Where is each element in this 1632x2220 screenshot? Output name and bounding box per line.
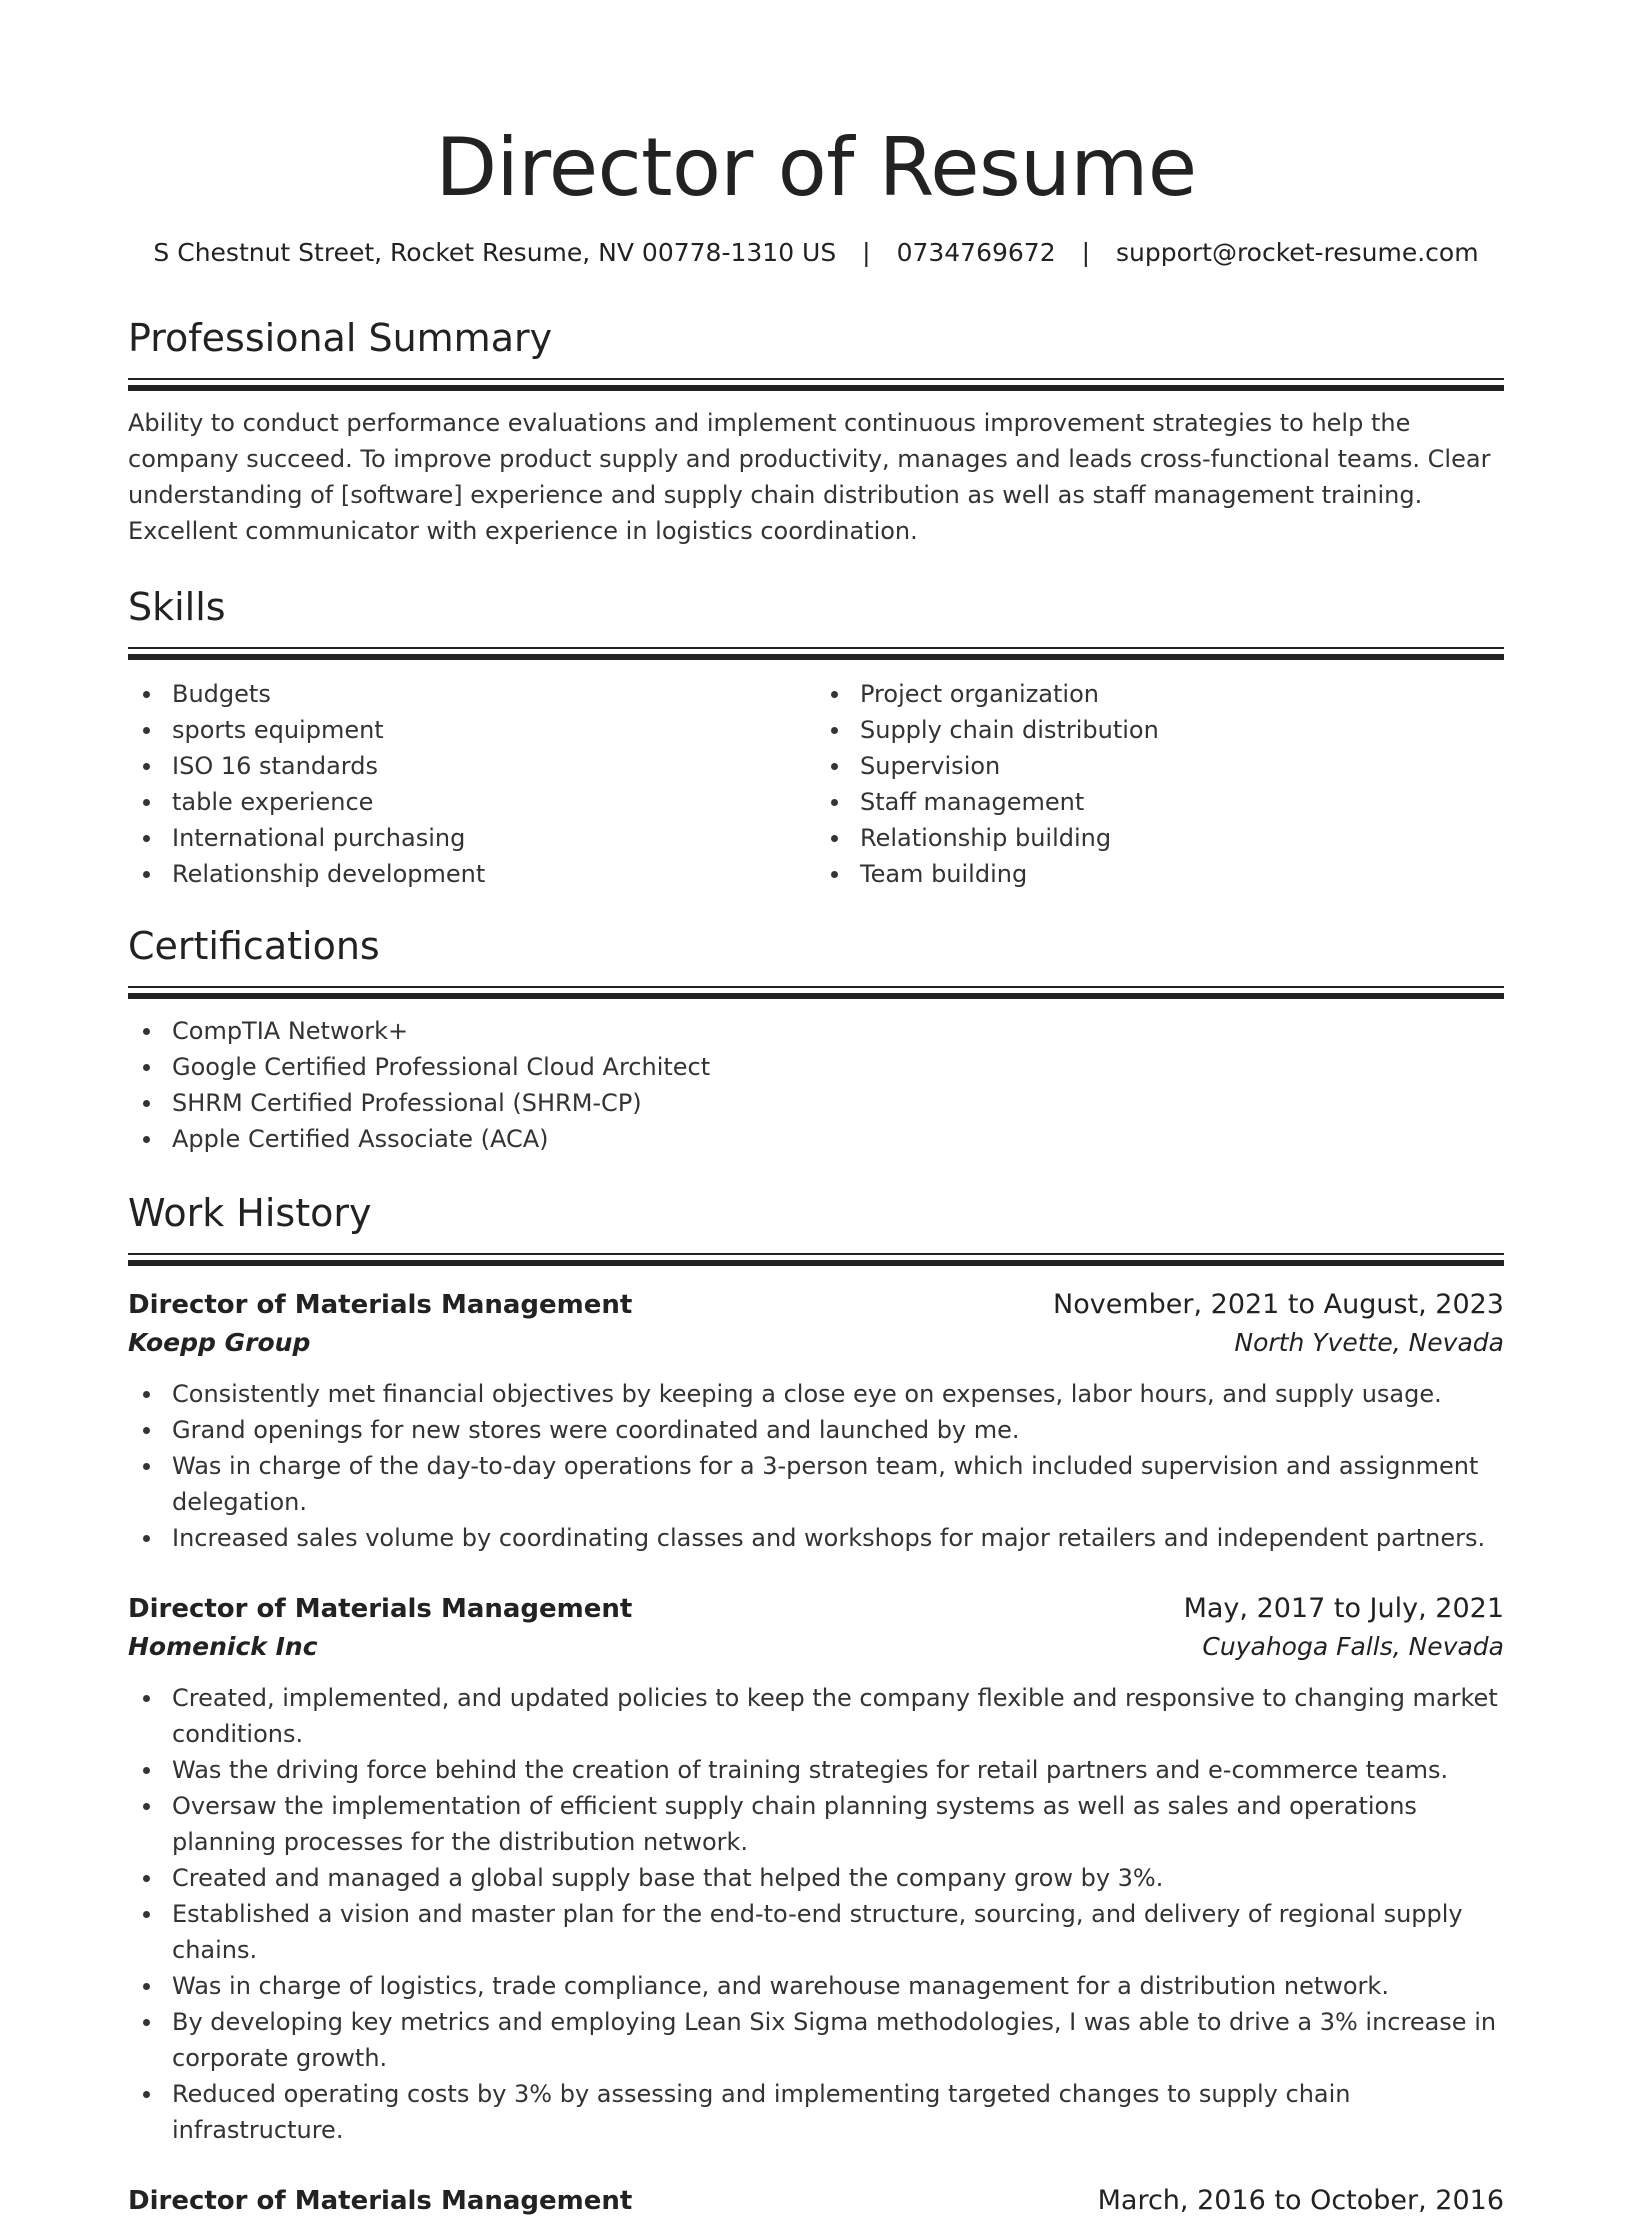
job-dates: May, 2017 to July, 2021 bbox=[1183, 1593, 1504, 1624]
contact-separator: | bbox=[1081, 238, 1091, 267]
skill-item: Budgets bbox=[128, 676, 816, 712]
skill-item: Team building bbox=[816, 856, 1504, 892]
certification-item: CompTIA Network+ bbox=[128, 1013, 1504, 1049]
job-dates: November, 2021 to August, 2023 bbox=[1053, 1289, 1504, 1320]
skill-item: Relationship development bbox=[128, 856, 816, 892]
section-title-certifications: Certifications bbox=[128, 924, 380, 968]
skills-section bbox=[128, 583, 1504, 892]
contact-phone: 0734769672 bbox=[896, 238, 1056, 267]
job-entry bbox=[128, 2182, 1504, 2220]
job-bullet: Was the driving force behind the creation of training strategies for retail partners and e-commerce teams. bbox=[128, 1752, 1504, 1788]
skill-item: ISO 16 standards bbox=[128, 748, 816, 784]
job-header-row bbox=[128, 1286, 1504, 1324]
section-divider bbox=[128, 378, 1504, 391]
certifications-section bbox=[128, 922, 1504, 1157]
job-header-row bbox=[128, 2182, 1504, 2220]
job-bullet: Established a vision and master plan for the end-to-end structure, sourcing, and delivery of regional supply chains. bbox=[128, 1896, 1504, 1968]
skill-item: table experience bbox=[128, 784, 816, 820]
job-company-row bbox=[128, 1324, 1504, 1362]
job-header-row bbox=[128, 1590, 1504, 1628]
job-bullet: Was in charge of logistics, trade compliance, and warehouse management for a distribution network. bbox=[128, 1968, 1504, 2004]
certification-item: Google Certified Professional Cloud Architect bbox=[128, 1049, 1504, 1085]
summary-text: Ability to conduct performance evaluations and implement continuous improvement strategies to help the company succeed. To improve product supply and productivity, manages and leads cross-functional teams. Clear understanding of [software] experience and supply chain distribution as well as staff management training. Excellent communicator with experience in logistics coordination. bbox=[128, 409, 1491, 545]
job-entry bbox=[128, 1590, 1504, 2148]
job-bullet: Consistently met financial objectives by keeping a close eye on expenses, labor hours, and supply usage. bbox=[128, 1376, 1504, 1412]
job-company: Koepp Group bbox=[128, 1328, 311, 1357]
section-divider bbox=[128, 1253, 1504, 1266]
section-divider bbox=[128, 647, 1504, 660]
job-company-row bbox=[128, 1628, 1504, 1666]
section-title-summary: Professional Summary bbox=[128, 316, 553, 360]
job-bullets bbox=[128, 1680, 1504, 2148]
skill-item: Project organization bbox=[816, 676, 1504, 712]
resume-page bbox=[128, 0, 1504, 2220]
job-dates: March, 2016 to October, 2016 bbox=[1097, 2185, 1504, 2216]
section-title-work-history: Work History bbox=[128, 1191, 372, 1235]
contact-email: support@rocket-resume.com bbox=[1115, 238, 1479, 267]
contact-address: S Chestnut Street, Rocket Resume, NV 00778-1310 US bbox=[153, 238, 837, 267]
job-bullet: Was in charge of the day-to-day operations for a 3-person team, which included supervision and assignment delegation. bbox=[128, 1448, 1504, 1520]
professional-summary-section bbox=[128, 314, 1504, 549]
job-bullet: Grand openings for new stores were coordinated and launched by me. bbox=[128, 1412, 1504, 1448]
skill-item: Staff management bbox=[816, 784, 1504, 820]
skill-item: Relationship building bbox=[816, 820, 1504, 856]
job-title: Director of Materials Management bbox=[128, 1594, 633, 1624]
job-bullets bbox=[128, 1376, 1504, 1556]
skills-list-right bbox=[816, 676, 1504, 892]
certification-item: SHRM Certified Professional (SHRM-CP) bbox=[128, 1085, 1504, 1121]
job-bullet: Created, implemented, and updated policies to keep the company flexible and responsive to changing market conditions. bbox=[128, 1680, 1504, 1752]
job-bullet: Increased sales volume by coordinating classes and workshops for major retailers and independent partners. bbox=[128, 1520, 1504, 1556]
skill-item: Supervision bbox=[816, 748, 1504, 784]
job-bullet: By developing key metrics and employing Lean Six Sigma methodologies, I was able to drive a 3% increase in corporate growth. bbox=[128, 2004, 1504, 2076]
skill-item: sports equipment bbox=[128, 712, 816, 748]
contact-separator: | bbox=[862, 238, 871, 267]
job-company: Homenick Inc bbox=[128, 1632, 318, 1661]
skills-columns bbox=[128, 676, 1504, 892]
job-title: Director of Materials Management bbox=[128, 2186, 633, 2216]
job-entry bbox=[128, 1286, 1504, 1556]
job-bullet: Oversaw the implementation of efficient supply chain planning systems as well as sales and operations planning processes for the distribution network. bbox=[128, 1788, 1504, 1860]
contact-line bbox=[128, 236, 1504, 270]
skills-list-left bbox=[128, 676, 816, 892]
certification-item: Apple Certified Associate (ACA) bbox=[128, 1121, 1504, 1157]
job-location: North Yvette, Nevada bbox=[1234, 1328, 1504, 1357]
job-bullet: Reduced operating costs by 3% by assessing and implementing targeted changes to supply chain infrastructure. bbox=[128, 2076, 1504, 2148]
resume-name: Director of Resume bbox=[435, 121, 1197, 214]
work-history-section bbox=[128, 1189, 1504, 2220]
job-bullet: Created and managed a global supply base that helped the company grow by 3%. bbox=[128, 1860, 1504, 1896]
section-title-skills: Skills bbox=[128, 585, 226, 629]
skill-item: International purchasing bbox=[128, 820, 816, 856]
skill-item: Supply chain distribution bbox=[816, 712, 1504, 748]
job-location: Cuyahoga Falls, Nevada bbox=[1202, 1632, 1504, 1661]
certifications-list bbox=[128, 1013, 1504, 1157]
job-title: Director of Materials Management bbox=[128, 1290, 633, 1320]
section-divider bbox=[128, 986, 1504, 999]
